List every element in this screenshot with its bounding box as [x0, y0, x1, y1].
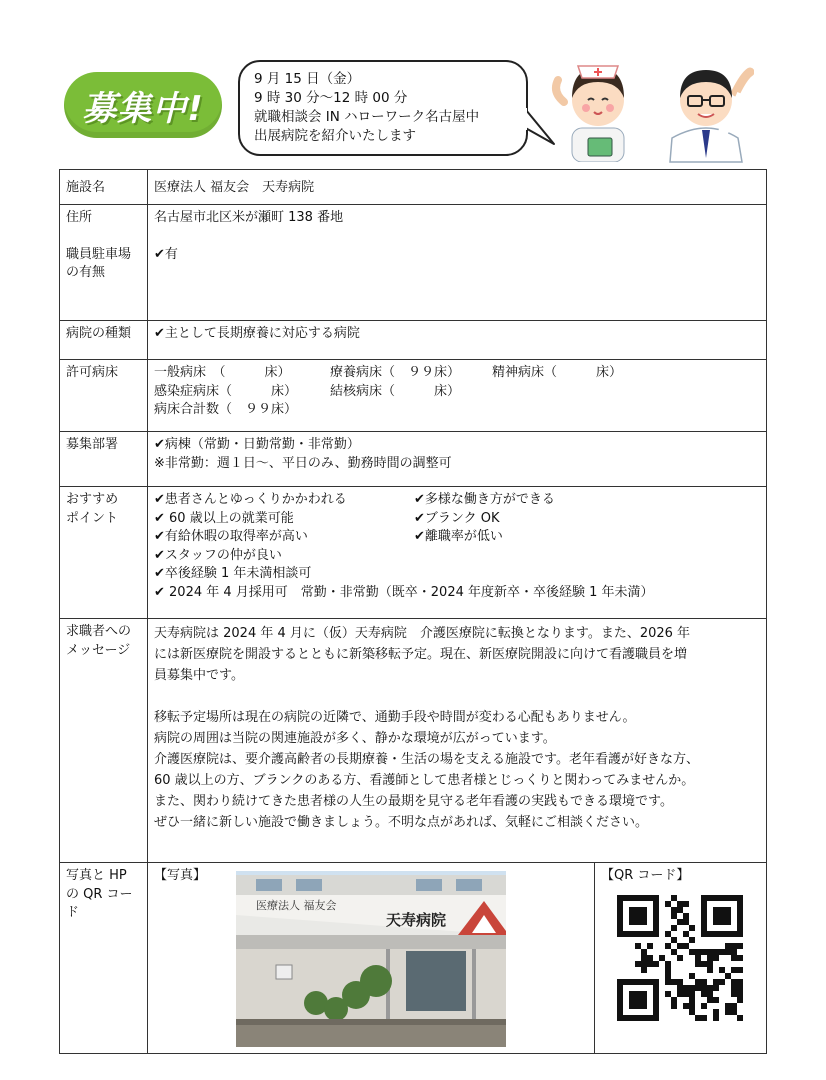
message-line: 員募集中です。	[154, 668, 244, 683]
message-line: 介護医療院は、要介護高齢者の長期療養・生活の場を支える施設です。老年看護が好きな方、	[154, 752, 699, 767]
department-line-1: ✔病棟（常勤・日勤常勤・非常勤）	[154, 437, 360, 452]
bed-tb: 結核病床（ 床）	[330, 383, 461, 399]
row-address	[60, 205, 767, 321]
address-parking-label-cell	[60, 205, 148, 321]
parking-label-2: の有無	[66, 265, 106, 280]
bed-total: 病床合計数（ ９９床）	[154, 402, 298, 417]
row-photo	[60, 863, 767, 1054]
hospital-photo	[236, 871, 506, 1047]
qr-module	[737, 1015, 743, 1021]
sign-name: 天寿病院	[386, 911, 447, 929]
point-item: ✔ 2024 年 4 月採用可 常勤・非常勤（既卒・2024 年度新卒・卒後経験 1 年未満）	[154, 584, 654, 600]
point-item: ✔ブランク OK	[414, 510, 500, 526]
message-line: ぜひ一緒に新しい施設で働きましょう。不明な点があれば、気軽にご相談ください。	[154, 815, 649, 830]
message-label-cell	[60, 619, 148, 863]
parking-value: ✔有	[154, 246, 178, 262]
bed-psych: 精神病床（ 床）	[492, 365, 623, 380]
qr-heading: 【QR コード】	[601, 868, 690, 883]
qr-section	[595, 863, 766, 1053]
hospital-type-label: 病院の種類	[60, 321, 148, 360]
points-value-cell	[148, 487, 767, 619]
address-parking-value-cell	[148, 205, 767, 321]
points-label-2: ポイント	[66, 510, 119, 526]
point-item: ✔卒後経験 1 年未満相談可	[154, 566, 312, 581]
doctor-illustration	[650, 58, 754, 164]
department-line-2: ※非常勤：週１日〜、平日のみ、勤務時間の調整可	[154, 455, 452, 471]
recruiting-badge	[64, 72, 222, 138]
beds-value-cell	[148, 360, 767, 432]
bubble-event: 就職相談会 IN ハローワーク名古屋中	[254, 109, 480, 125]
beds-row-1	[154, 364, 760, 383]
address-value: 名古屋市北区米が瀬町 138 番地	[154, 210, 344, 225]
message-label-2: メッセージ	[66, 642, 131, 658]
row-beds	[60, 360, 767, 432]
department-label: 募集部署	[60, 432, 148, 487]
sign-org: 医療法人 福友会	[256, 899, 337, 912]
message-line: には新医療院を開設するとともに新築移転予定。現在、新医療院開設に向けて看護職員を増	[154, 647, 688, 662]
bed-infectious: 感染症病床（ 床）	[154, 383, 298, 399]
message-value-cell	[148, 619, 767, 863]
photo-label-1: 写真と HP	[66, 868, 127, 883]
badge-text: 募集中!	[82, 88, 204, 129]
message-line: また、関わり続けてきた患者様の人生の最期を見守る老年看護の実践もできる環境です。	[154, 794, 673, 809]
photo-label-2: の QR コー	[66, 886, 133, 902]
parking-label-1: 職員駐車場	[66, 246, 132, 262]
bed-ltc: 療養病床（ ９９床）	[330, 365, 461, 380]
point-item: ✔多様な働き方ができる	[414, 492, 555, 507]
row-points	[60, 487, 767, 619]
address-label: 住所	[66, 210, 93, 225]
beds-label: 許可病床	[60, 360, 148, 432]
nurse-illustration	[548, 52, 644, 162]
photo-heading: 【写真】	[154, 868, 207, 883]
bubble-intro: 出展病院を紹介いたします	[254, 128, 416, 144]
points-pair-2	[154, 510, 760, 529]
bubble-time: 9 時 30 分〜12 時 00 分	[254, 90, 408, 106]
facility-info-table	[59, 169, 767, 1054]
point-item: ✔ 60 歳以上の就業可能	[154, 510, 294, 526]
beds-row-2	[154, 383, 760, 402]
facility-label: 施設名	[60, 170, 148, 205]
announcement-bubble	[238, 60, 528, 156]
point-item: ✔有給休暇の取得率が高い	[154, 529, 308, 544]
message-label-1: 求職者への	[66, 624, 132, 639]
point-item: ✔患者さんとゆっくりかかわれる	[154, 492, 347, 507]
message-line: 移転予定場所は現在の病院の近隣で、通勤手段や時間が変わる心配もありません。	[154, 710, 636, 725]
row-hospital-type	[60, 321, 767, 360]
points-label-1: おすすめ	[66, 492, 119, 507]
bed-general: 一般病床 （ 床）	[154, 365, 291, 380]
row-department	[60, 432, 767, 487]
points-pair-3	[154, 528, 760, 547]
point-item: ✔スタッフの仲が良い	[154, 547, 282, 563]
points-pair-1	[154, 491, 760, 510]
facility-value: 医療法人 福友会 天寿病院	[148, 170, 767, 205]
point-item: ✔離職率が低い	[414, 529, 503, 544]
photo-label-cell	[60, 863, 148, 1054]
photo-label-3: ド	[66, 905, 80, 920]
photo-section	[148, 863, 595, 1053]
qr-code-icon[interactable]	[617, 895, 743, 1021]
hospital-type-value: ✔主として長期療養に対応する病院	[148, 321, 767, 360]
row-facility	[60, 170, 767, 205]
row-message	[60, 619, 767, 863]
bubble-date: 9 月 15 日（金）	[254, 71, 361, 87]
message-line: 60 歳以上の方、ブランクのある方、看護師として患者様とじっくりと関わってみませんか。	[154, 773, 695, 788]
points-label-cell	[60, 487, 148, 619]
photo-qr-cell	[148, 863, 767, 1054]
department-value-cell	[148, 432, 767, 487]
message-line: 天寿病院は 2024 年 4 月に（仮）天寿病院 介護医療院に転換となります。また、2026 年	[154, 626, 691, 641]
message-line: 病院の周囲は当院の関連施設が多く、静かな環境が広がっています。	[154, 731, 556, 746]
